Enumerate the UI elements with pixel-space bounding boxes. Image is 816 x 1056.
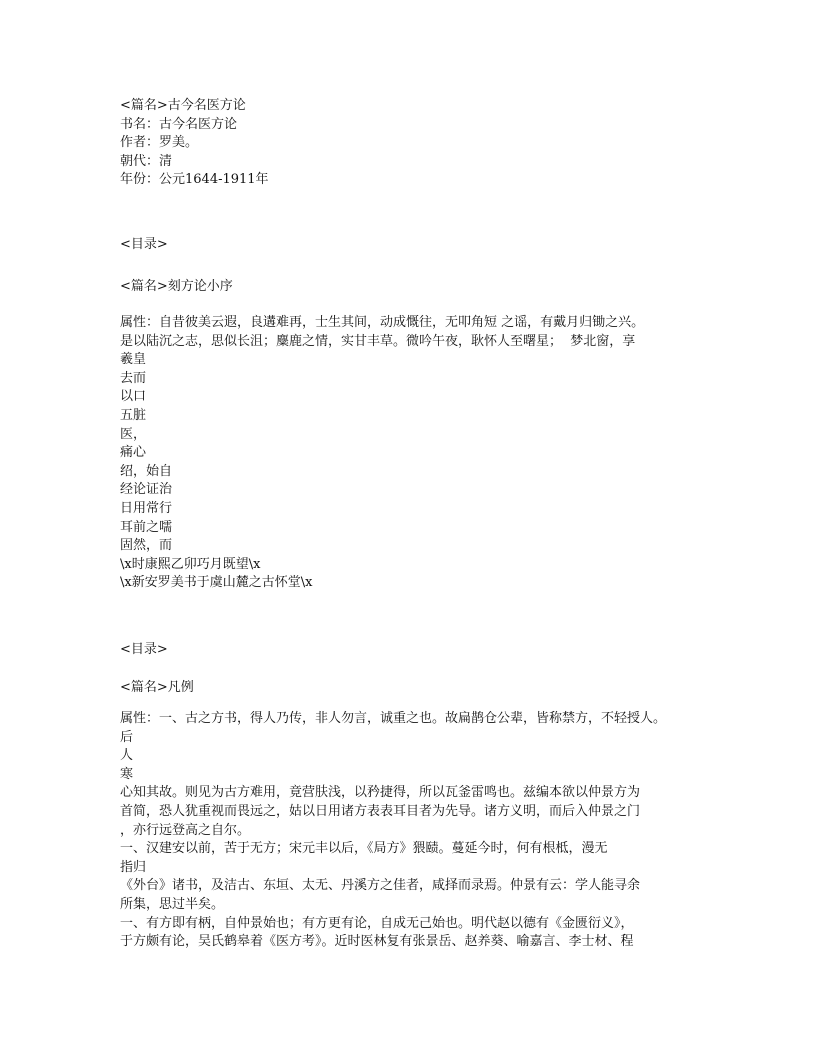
text-line: 绍，始自 <box>120 463 173 479</box>
text-line: 人 <box>120 748 134 764</box>
text-line: <篇名>凡例 <box>120 680 194 695</box>
text-line: 于方颇有论，吴氏鹤皋着《医方考》。近时医林复有张景岳、赵养葵、喻嘉言、李士材、程 <box>120 934 634 950</box>
chapter-title-preface <box>120 278 233 297</box>
text-line: \x新安罗美书于虞山麓之古怀堂\x <box>120 575 313 591</box>
toc-marker-1 <box>120 236 168 255</box>
text-line: 年份：公元1644-1911年 <box>120 172 269 188</box>
text-line: 一、汉建安以前，苦于无方；宋元丰以后，《局方》猥赜。蔓延今时，何有根柢，漫无 <box>120 841 608 857</box>
text-line: 所集，思过半矣。 <box>120 896 225 912</box>
text-line: 五脏 <box>120 407 147 423</box>
text-line: 日用常行 <box>120 500 173 516</box>
text-line: 经论证治 <box>120 482 173 498</box>
preface-body <box>120 314 644 593</box>
text-line: 《外台》诸书，及洁古、东垣、太无、丹溪方之佳者，咸择而录焉。仲景有云：学人能寻余 <box>120 878 641 894</box>
toc-marker-2 <box>120 641 168 660</box>
text-line: 寒 <box>120 766 134 782</box>
text-line: 固然，而 <box>120 538 173 554</box>
text-line: 属性：一、古之方书，得人乃传，非人勿言，诚重之也。故扁鹊仓公辈，皆称禁方，不轻授人。 <box>120 711 667 726</box>
text-line: ，亦行远登高之自尔。 <box>120 822 251 838</box>
text-line: 羲皇 <box>120 352 147 368</box>
text-line: 书名：古今名医方论 <box>120 116 238 132</box>
text-line: <目录> <box>120 642 168 657</box>
text-line: 心知其故。则见为古方难用，竟营肤浅，以矜捷得，所以瓦釜雷鸣也。兹编本欲以仲景方为 <box>120 785 641 801</box>
text-line: 朝代：清 <box>120 153 173 169</box>
text-line: 首简，恐人犹重视而畏远之，姑以日用诸方表表耳目者为先导。诸方义明，而后入仲景之门 <box>120 803 641 819</box>
text-line: 指归 <box>120 859 147 875</box>
text-line: 一、有方即有柄，自仲景始也；有方更有论，自成无己始也。明代赵以德有《金匮衍义》， <box>120 915 634 931</box>
text-line: 医， <box>120 426 147 442</box>
text-line: 去而 <box>120 370 147 386</box>
book-info <box>120 97 269 190</box>
text-line: 以口 <box>120 389 147 405</box>
text-line: 作者：罗美。 <box>120 135 199 151</box>
text-line: \x时康熙乙卯巧月既望\x <box>120 556 261 572</box>
text-line: 痛心 <box>120 445 147 461</box>
text-line: <篇名>古今名医方论 <box>120 98 246 113</box>
fanli-body <box>120 710 666 952</box>
text-line: 耳前之嚅 <box>120 519 173 535</box>
text-line: 是以陆沉之志，思似长沮；麋鹿之情，实甘丰草。微吟午夜，耿怀人至曙星； 梦北窗，享 <box>120 333 636 349</box>
text-line: <目录> <box>120 237 168 252</box>
text-line: 属性：自昔彼美云遐，良遘难再，士生其间，动成慨往，无叩角短 之谣，有戴月归锄之兴。 <box>120 315 645 330</box>
chapter-title-fanli <box>120 679 194 698</box>
text-line: 后 <box>120 729 134 745</box>
text-line: <篇名>刻方论小序 <box>120 279 233 294</box>
